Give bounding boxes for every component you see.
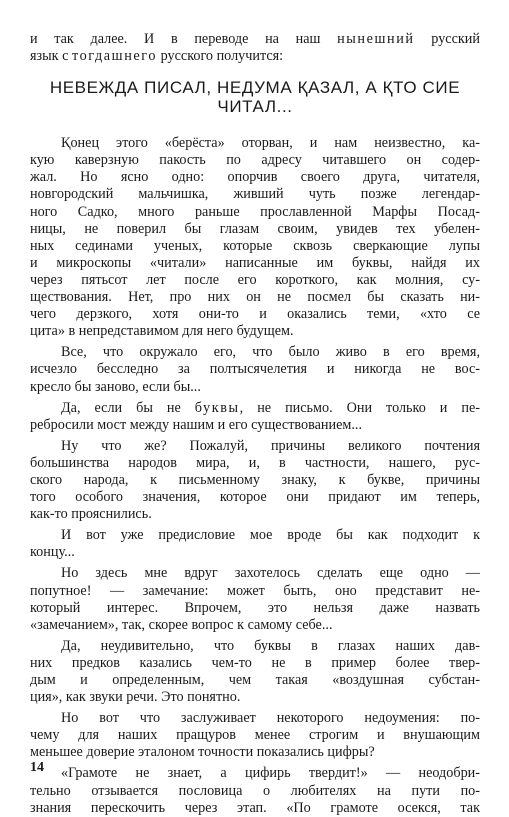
text-line: «замечанием», так, скорее вопрос к самому себе... [30,616,333,633]
intro-lines [30,31,480,65]
heading-line-1: НЕВЕЖДА ПИСАЛ, НЕДУМА ҚАЗАЛ, А ҚТО СИЕ [49,78,461,98]
text-line: ция», как звуки речи. Это понятно. [30,689,241,706]
paragraph [30,400,480,434]
spaced-emphasis: нынешний [337,31,415,47]
text-line: ского народа, к письменному знаку, к букве, причины [30,471,480,488]
text-line: цита» в непредставимом для него будущем. [30,323,294,340]
text-line: меньшее доверие эталоном точности показались цифры? [30,744,375,761]
text-line: большинства народов мира, и, в частности, нашего, рус- [30,454,480,471]
text-line: новгородский мальчишка, живший чуть позже легендар- [30,186,480,203]
text-line: ного Садко, много раньше прославленной Марфы Посад- [30,203,480,220]
heading-line-2: ЧИТАЛ... [217,97,293,117]
text-line: Да, если бы не буквы, не письмо. Они только и пе- [61,399,480,416]
text-line: Ну что же? Пожалуй, причины великого почтения [61,437,480,454]
text-line: чему для наших пращуров менее строгим и внушающим [30,727,480,744]
page-number: 14 [30,760,44,775]
body-text [30,31,480,817]
spaced-emphasis: тогдашнего [71,48,158,65]
text-line: и микроскопы «читали» написанные им буквы, найдя их [30,254,480,271]
text-line: как-то прояснились. [30,506,152,523]
intro-text: язык с [30,48,72,65]
intro-text: и так далее. И в переводе на наш [30,31,338,47]
paragraph [30,438,480,523]
text-line: попутное! — замечание: может быть, оно представит не- [30,582,480,599]
text-line: через пятьсот лет после его короткого, как молния, су- [30,271,480,288]
text-line: Қонец этого «берёста» оторван, и нам неизвестно, ка- [61,135,480,152]
paragraph [30,565,480,633]
text-line: чего дерзкого, хотя они-то и оказались теми, «хто се [30,306,480,323]
text-line: ных сединами ученых, которые сквозь сверкающие лупы [30,237,480,254]
text-line: ществования. Нет, про них он не посмел бы сказать ни- [30,289,480,306]
text-line: них предков казались чем-то не в пример более твер- [30,654,480,671]
text-line: И вот уже предисловие мое вроде бы как подходит к [61,527,480,544]
spaced-emphasis: буквы [194,399,240,416]
paragraph [30,527,480,561]
text-line: ребросили мост между нашим и его существованием... [30,416,363,433]
text-line: Все, что окружало его, что было живо в его время, [61,344,480,361]
text-line: кресло бы заново, если бы... [30,378,201,395]
paragraph [30,710,480,761]
text-line: Да, неудивительно, что буквы в глазах наших дав- [61,637,480,654]
text-line: знания перескочить через этап. «По грамоте осекся, так [30,799,480,816]
paragraphs [30,135,480,817]
text-line: «Грамоте не знает, а цифирь твердит!» — неодобри- [61,765,480,782]
paragraph [30,344,480,395]
text-line: Но здесь мне вдруг захотелось сделать еще одно — [61,565,480,582]
section-heading [30,78,480,116]
paragraph [30,765,480,816]
intro-line [30,31,480,48]
intro-text: русского получится: [157,48,284,65]
text-line: кую каверзную пакость по адресу читавшего он содер- [30,152,480,169]
text-line: дым и определенным, чем такая «воздушная субстан- [30,672,480,688]
intro-text: русский [414,31,480,47]
text-line: того особого значения, которое они придают им теперь, [30,489,480,506]
text-line: который интерес. Впрочем, это нельзя даже назвать [30,599,480,616]
text-line: тельно отзывается пословица о любителях на пути по- [30,782,480,799]
paragraph [30,638,480,706]
text-line: концу... [30,544,75,561]
text-line: ницы, не поверил бы глазам своим, увидев тех убелен- [30,220,480,237]
text-line: исчезло бесследно за полтысячелетия и никогда не вос- [30,361,480,378]
paragraph [30,135,480,340]
text-line: Но вот что заслуживает некоторого недоумения: по- [61,710,480,727]
text-line: жал. Но ясно одно: опорчив своего друга, читателя, [30,169,480,186]
intro-line [30,48,480,65]
